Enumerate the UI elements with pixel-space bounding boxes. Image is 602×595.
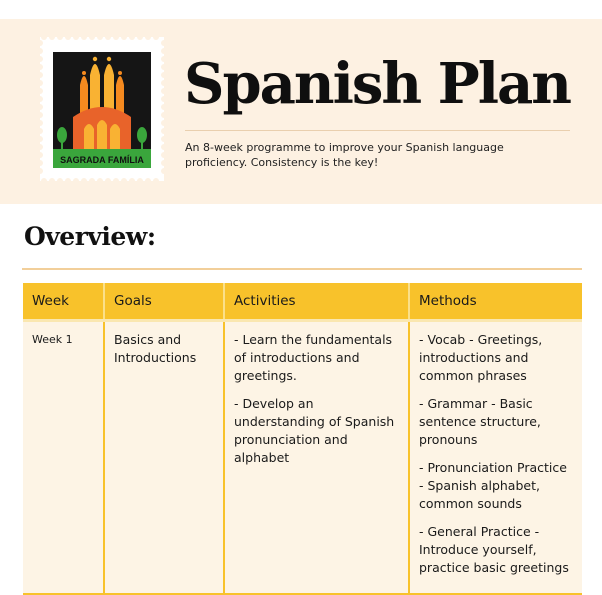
sagrada-familia-stamp [40,37,164,181]
overview-divider [22,268,582,270]
table-row [23,321,582,595]
plan-table [23,283,582,595]
cell-week: Week 1 [23,321,104,595]
table-header-row [23,283,582,321]
header-methods: Methods [409,283,582,321]
overview-heading: Overview: [24,222,156,251]
stamp-label: SAGRADA FAMÍLIA [60,155,144,165]
header-activities: Activities [224,283,409,321]
method-item: - Pronunciation Practice - Spanish alphabet, common sounds [419,460,567,511]
cell-methods [409,321,582,595]
title-divider [185,130,570,131]
cell-goals: Basics and Introductions [104,321,224,595]
page-title: Spanish Plan [184,51,570,117]
header-week: Week [23,283,104,321]
method-item: - General Practice - Introduce yourself, practice basic greetings [419,524,569,575]
activity-item: - Develop an understanding of Spanish pronunciation and alphabet [234,396,395,465]
activity-item: - Learn the fundamentals of introductions and greetings. [234,332,393,383]
cell-activities [224,321,409,595]
header-goals: Goals [104,283,224,321]
method-item: - Vocab - Greetings, introductions and common phrases [419,332,543,383]
method-item: - Grammar - Basic sentence structure, pronouns [419,396,541,447]
page-subtitle: An 8-week programme to improve your Spanish language proficiency. Consistency is the key! [185,141,504,169]
